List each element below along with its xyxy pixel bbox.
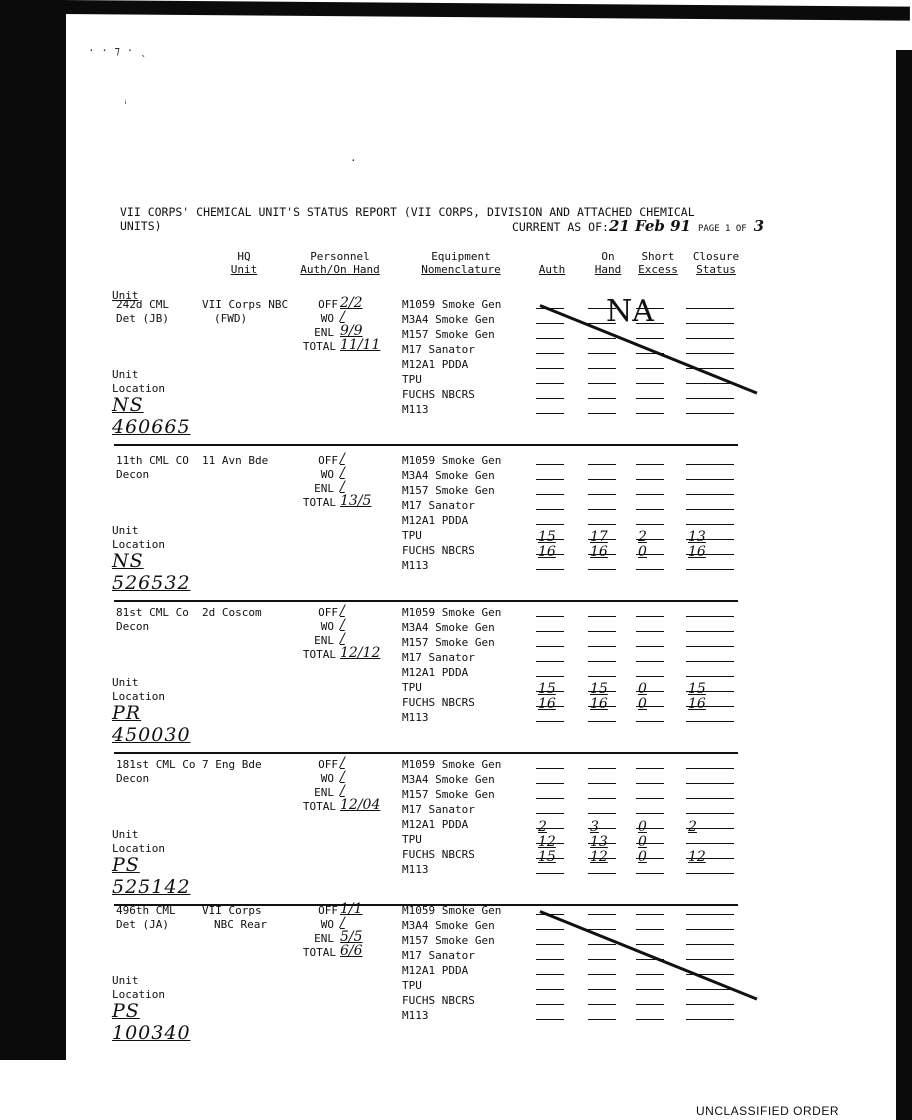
status-figure: 15 — [538, 529, 556, 545]
status-blank — [536, 631, 564, 632]
equipment-item: TPU — [402, 681, 422, 694]
status-blank — [636, 464, 664, 465]
status-blank — [686, 509, 734, 510]
current-as-of-label: CURRENT AS OF: — [512, 220, 609, 234]
status-blank — [686, 479, 734, 480]
personnel-enl-value: / — [340, 631, 345, 647]
status-blank — [536, 464, 564, 465]
equipment-item: M12A1 PDDA — [402, 514, 469, 527]
status-blank — [636, 929, 664, 930]
status-figure: 2 — [688, 819, 697, 835]
status-blank — [588, 509, 616, 510]
equipment-item: M17 Sanator — [402, 651, 475, 664]
status-blank — [686, 398, 734, 399]
footer-classification: UNCLASSIFIED ORDER — [696, 1104, 840, 1118]
status-blank — [536, 479, 564, 480]
status-blank — [636, 989, 664, 990]
personnel-total-label: TOTAL — [302, 648, 336, 661]
status-blank — [588, 616, 616, 617]
status-blank — [686, 569, 734, 570]
personnel-total-label: TOTAL — [302, 340, 336, 353]
status-blank — [686, 308, 734, 309]
personnel-enl-value: / — [340, 783, 345, 799]
status-blank — [536, 494, 564, 495]
status-blank — [686, 1019, 734, 1020]
hq-unit: 2d Coscom — [202, 606, 262, 619]
personnel-enl-label: ENL — [314, 786, 334, 799]
status-blank — [588, 338, 616, 339]
status-blank — [686, 524, 734, 525]
equipment-item: M1059 Smoke Gen — [402, 758, 502, 771]
status-blank — [636, 494, 664, 495]
status-blank — [686, 616, 734, 617]
unit-location-label: Unit — [112, 974, 139, 987]
status-blank — [686, 914, 734, 915]
status-blank — [588, 479, 616, 480]
scan-speck: · — [350, 154, 357, 167]
personnel-off-value: 1/1 — [340, 901, 363, 917]
status-blank — [636, 413, 664, 414]
status-figure: 12 — [590, 849, 608, 865]
personnel-wo-label: WO — [320, 312, 334, 325]
personnel-enl-label: ENL — [314, 482, 334, 495]
unit-name: 181st CML Co — [116, 758, 196, 771]
personnel-off-label: OFF — [318, 606, 338, 619]
page-total: 3 — [753, 217, 765, 235]
equipment-item: M3A4 Smoke Gen — [402, 313, 495, 326]
status-blank — [588, 494, 616, 495]
status-blank — [686, 646, 734, 647]
status-blank — [588, 569, 616, 570]
equipment-item: FUCHS NBCRS — [402, 994, 475, 1007]
status-blank — [686, 783, 734, 784]
status-blank — [686, 676, 734, 677]
status-blank — [636, 944, 664, 945]
status-blank — [636, 398, 664, 399]
status-blank — [686, 843, 734, 844]
status-blank — [536, 368, 564, 369]
status-figure: 16 — [688, 696, 706, 712]
status-blank — [536, 944, 564, 945]
status-figure: 13 — [590, 834, 608, 850]
status-blank — [536, 569, 564, 570]
equipment-item: M157 Smoke Gen — [402, 484, 495, 497]
status-figure: 13 — [688, 529, 706, 545]
personnel-wo-value: / — [340, 769, 345, 785]
status-figure: 0 — [638, 544, 647, 560]
hq-unit: 7 Eng Bde — [202, 758, 262, 771]
equipment-item: TPU — [402, 373, 422, 386]
section-divider — [114, 444, 738, 446]
unit-location: PR 450030 — [112, 702, 191, 746]
status-blank — [536, 616, 564, 617]
status-blank — [588, 661, 616, 662]
hq-unit: VII Corps — [202, 904, 262, 917]
unit-location-label-2: Location — [112, 382, 165, 395]
equipment-item: TPU — [402, 979, 422, 992]
equipment-item: M12A1 PDDA — [402, 964, 469, 977]
equipment-item: M157 Smoke Gen — [402, 788, 495, 801]
status-figure: 0 — [638, 834, 647, 850]
unit-name-sub: Decon — [116, 772, 150, 785]
status-blank — [588, 768, 616, 769]
status-figure: 0 — [638, 696, 647, 712]
equipment-item: M113 — [402, 1009, 429, 1022]
unit-name-sub: Det (JB) — [116, 312, 169, 325]
status-blank — [686, 989, 734, 990]
na-mark: NA — [606, 294, 654, 329]
personnel-total-value: 12/04 — [340, 797, 381, 813]
status-blank — [636, 479, 664, 480]
equipment-item: M1059 Smoke Gen — [402, 298, 502, 311]
status-blank — [686, 768, 734, 769]
equipment-item: M113 — [402, 863, 429, 876]
status-figure: 16 — [538, 696, 556, 712]
status-figure: 0 — [638, 819, 647, 835]
equipment-item: M1059 Smoke Gen — [402, 904, 502, 917]
status-blank — [588, 959, 616, 960]
col-auth: Auth — [538, 263, 566, 276]
status-blank — [636, 798, 664, 799]
equipment-item: M12A1 PDDA — [402, 818, 469, 831]
status-figure: 16 — [688, 544, 706, 560]
status-figure: 2 — [638, 529, 647, 545]
status-blank — [686, 721, 734, 722]
status-blank — [536, 783, 564, 784]
unit-location-label: Unit — [112, 676, 139, 689]
status-figure: 15 — [590, 681, 608, 697]
hq-unit: VII Corps NBC — [202, 298, 289, 311]
equipment-item: M12A1 PDDA — [402, 666, 469, 679]
personnel-enl-value: 5/5 — [340, 929, 363, 945]
status-blank — [686, 464, 734, 465]
status-blank — [686, 959, 734, 960]
status-blank — [536, 974, 564, 975]
personnel-off-label: OFF — [318, 904, 338, 917]
status-blank — [536, 798, 564, 799]
equipment-item: M157 Smoke Gen — [402, 636, 495, 649]
status-figure: 12 — [688, 849, 706, 865]
status-blank — [588, 646, 616, 647]
unit-name: 11th CML CO — [116, 454, 189, 467]
col-short-excess: Short Excess — [638, 250, 678, 276]
status-blank — [588, 1004, 616, 1005]
scan-speck: ꜟ — [122, 94, 129, 107]
status-blank — [588, 929, 616, 930]
personnel-wo-label: WO — [320, 772, 334, 785]
unit-location-label: Unit — [112, 828, 139, 841]
equipment-item: FUCHS NBCRS — [402, 544, 475, 557]
section-divider — [114, 752, 738, 754]
status-figure: 0 — [638, 681, 647, 697]
page-label: PAGE 1 OF — [697, 224, 747, 234]
personnel-wo-value: / — [340, 617, 345, 633]
status-blank — [686, 798, 734, 799]
equipment-item: M3A4 Smoke Gen — [402, 773, 495, 786]
personnel-enl-label: ENL — [314, 326, 334, 339]
status-blank — [636, 616, 664, 617]
unit-location-label-2: Location — [112, 538, 165, 551]
status-blank — [636, 368, 664, 369]
status-blank — [636, 974, 664, 975]
status-blank — [686, 631, 734, 632]
unit-location-label-2: Location — [112, 690, 165, 703]
status-blank — [636, 509, 664, 510]
status-blank — [636, 813, 664, 814]
status-blank — [588, 944, 616, 945]
personnel-off-value: / — [340, 451, 345, 467]
status-blank — [536, 323, 564, 324]
status-blank — [536, 661, 564, 662]
status-blank — [636, 646, 664, 647]
scan-speck: · · ⁊ · ˎ — [88, 44, 147, 57]
status-blank — [536, 646, 564, 647]
col-on-hand: On Hand — [594, 250, 622, 276]
current-as-of-date: 21 Feb 91 — [608, 217, 691, 235]
status-blank — [636, 1019, 664, 1020]
status-figure: 15 — [538, 681, 556, 697]
equipment-item: M3A4 Smoke Gen — [402, 919, 495, 932]
equipment-item: M113 — [402, 403, 429, 416]
status-figure: 12 — [538, 834, 556, 850]
status-blank — [536, 524, 564, 525]
status-blank — [636, 873, 664, 874]
status-blank — [536, 929, 564, 930]
personnel-wo-value: / — [340, 915, 345, 931]
scan-border-left — [0, 0, 66, 1060]
status-blank — [536, 721, 564, 722]
status-blank — [536, 413, 564, 414]
status-blank — [686, 661, 734, 662]
equipment-item: M17 Sanator — [402, 803, 475, 816]
status-blank — [536, 959, 564, 960]
scan-border-right — [896, 50, 912, 1120]
status-blank — [588, 813, 616, 814]
personnel-total-label: TOTAL — [302, 496, 336, 509]
status-blank — [588, 464, 616, 465]
report-page — [66, 14, 896, 1118]
personnel-total-value: 6/6 — [340, 943, 363, 959]
unit-location-label-2: Location — [112, 842, 165, 855]
equipment-item: M157 Smoke Gen — [402, 328, 495, 341]
personnel-enl-value: / — [340, 479, 345, 495]
status-blank — [536, 353, 564, 354]
status-blank — [636, 338, 664, 339]
personnel-total-value: 13/5 — [340, 493, 372, 509]
status-figure: 0 — [638, 849, 647, 865]
status-blank — [536, 383, 564, 384]
status-blank — [588, 974, 616, 975]
equipment-item: TPU — [402, 833, 422, 846]
equipment-item: M113 — [402, 711, 429, 724]
status-blank — [588, 1019, 616, 1020]
status-blank — [588, 413, 616, 414]
status-blank — [686, 353, 734, 354]
status-blank — [536, 509, 564, 510]
report-title-line-1: VII CORPS' CHEMICAL UNIT'S STATUS REPORT (VII CORPS, DIVISION AND ATTACHED CHEMICAL — [120, 205, 695, 219]
status-blank — [686, 1004, 734, 1005]
personnel-enl-value: 9/9 — [340, 323, 363, 339]
status-blank — [686, 338, 734, 339]
equipment-item: M1059 Smoke Gen — [402, 606, 502, 619]
unit-name-sub: Decon — [116, 468, 150, 481]
status-blank — [686, 873, 734, 874]
col-equipment: Equipment Nomenclature — [421, 250, 501, 276]
status-blank — [588, 631, 616, 632]
status-figure: 15 — [688, 681, 706, 697]
col-personnel: Personnel Auth/On Hand — [300, 250, 380, 276]
status-blank — [588, 798, 616, 799]
unit-location-label: Unit — [112, 524, 139, 537]
col-unit: Unit — [112, 289, 139, 302]
status-blank — [536, 398, 564, 399]
equipment-item: M1059 Smoke Gen — [402, 454, 502, 467]
status-figure: 2 — [538, 819, 547, 835]
status-blank — [588, 368, 616, 369]
status-blank — [588, 383, 616, 384]
status-blank — [588, 989, 616, 990]
personnel-off-label: OFF — [318, 758, 338, 771]
status-blank — [536, 1004, 564, 1005]
status-blank — [588, 676, 616, 677]
status-blank — [588, 398, 616, 399]
personnel-off-value: / — [340, 755, 345, 771]
status-blank — [536, 813, 564, 814]
equipment-item: M17 Sanator — [402, 949, 475, 962]
status-blank — [686, 944, 734, 945]
personnel-off-label: OFF — [318, 454, 338, 467]
status-figure: 15 — [538, 849, 556, 865]
unit-name: 81st CML Co — [116, 606, 189, 619]
status-blank — [588, 353, 616, 354]
personnel-wo-value: / — [340, 309, 345, 325]
equipment-item: M12A1 PDDA — [402, 358, 469, 371]
status-blank — [686, 929, 734, 930]
status-blank — [686, 813, 734, 814]
equipment-item: M3A4 Smoke Gen — [402, 469, 495, 482]
personnel-off-label: OFF — [318, 298, 338, 311]
personnel-enl-label: ENL — [314, 932, 334, 945]
status-blank — [636, 569, 664, 570]
unit-name: 242d CML — [116, 298, 169, 311]
equipment-item: M17 Sanator — [402, 343, 475, 356]
unit-name: 496th CML — [116, 904, 176, 917]
status-blank — [588, 524, 616, 525]
personnel-enl-label: ENL — [314, 634, 334, 647]
unit-location-label-2: Location — [112, 988, 165, 1001]
hq-unit: 11 Avn Bde — [202, 454, 269, 467]
personnel-wo-label: WO — [320, 620, 334, 633]
unit-location: PS 525142 — [112, 854, 191, 898]
status-blank — [588, 914, 616, 915]
col-closure-status: Closure Status — [692, 250, 740, 276]
status-blank — [536, 873, 564, 874]
status-blank — [588, 783, 616, 784]
equipment-item: TPU — [402, 529, 422, 542]
hq-unit-sub: NBC Rear — [214, 918, 267, 931]
status-blank — [536, 768, 564, 769]
unit-location: NS 526532 — [112, 550, 191, 594]
hq-unit-sub: (FWD) — [214, 312, 248, 325]
equipment-item: M113 — [402, 559, 429, 572]
personnel-total-label: TOTAL — [302, 946, 336, 959]
unit-location: PS 100340 — [112, 1000, 191, 1044]
status-figure: 16 — [590, 544, 608, 560]
col-hq-unit: HQ Unit — [230, 250, 258, 276]
section-divider — [114, 600, 738, 602]
status-blank — [588, 721, 616, 722]
status-blank — [636, 1004, 664, 1005]
equipment-item: FUCHS NBCRS — [402, 696, 475, 709]
status-blank — [636, 676, 664, 677]
personnel-total-value: 11/11 — [340, 337, 381, 353]
equipment-item: FUCHS NBCRS — [402, 388, 475, 401]
personnel-off-value: 2/2 — [340, 295, 363, 311]
status-blank — [536, 989, 564, 990]
status-blank — [636, 783, 664, 784]
equipment-item: M17 Sanator — [402, 499, 475, 512]
status-blank — [686, 413, 734, 414]
status-blank — [686, 323, 734, 324]
status-figure: 17 — [590, 529, 608, 545]
equipment-item: M3A4 Smoke Gen — [402, 621, 495, 634]
status-figure: 3 — [590, 819, 599, 835]
equipment-item: M157 Smoke Gen — [402, 934, 495, 947]
status-figure: 16 — [538, 544, 556, 560]
strike-line — [539, 910, 757, 1000]
report-title-line-2: UNITS) — [120, 219, 162, 233]
status-blank — [636, 914, 664, 915]
status-blank — [636, 524, 664, 525]
status-blank — [636, 661, 664, 662]
current-as-of — [512, 217, 765, 236]
status-blank — [536, 1019, 564, 1020]
status-blank — [686, 494, 734, 495]
unit-location-label: Unit — [112, 368, 139, 381]
personnel-wo-label: WO — [320, 918, 334, 931]
status-blank — [636, 768, 664, 769]
status-blank — [636, 721, 664, 722]
personnel-wo-label: WO — [320, 468, 334, 481]
personnel-total-value: 12/12 — [340, 645, 381, 661]
status-blank — [636, 631, 664, 632]
status-blank — [588, 873, 616, 874]
status-figure: 16 — [590, 696, 608, 712]
personnel-off-value: / — [340, 603, 345, 619]
status-blank — [636, 383, 664, 384]
unit-name-sub: Decon — [116, 620, 150, 633]
status-blank — [686, 383, 734, 384]
unit-location: NS 460665 — [112, 394, 191, 438]
personnel-wo-value: / — [340, 465, 345, 481]
equipment-item: FUCHS NBCRS — [402, 848, 475, 861]
status-blank — [536, 338, 564, 339]
unit-name-sub: Det (JA) — [116, 918, 169, 931]
personnel-total-label: TOTAL — [302, 800, 336, 813]
status-blank — [536, 676, 564, 677]
